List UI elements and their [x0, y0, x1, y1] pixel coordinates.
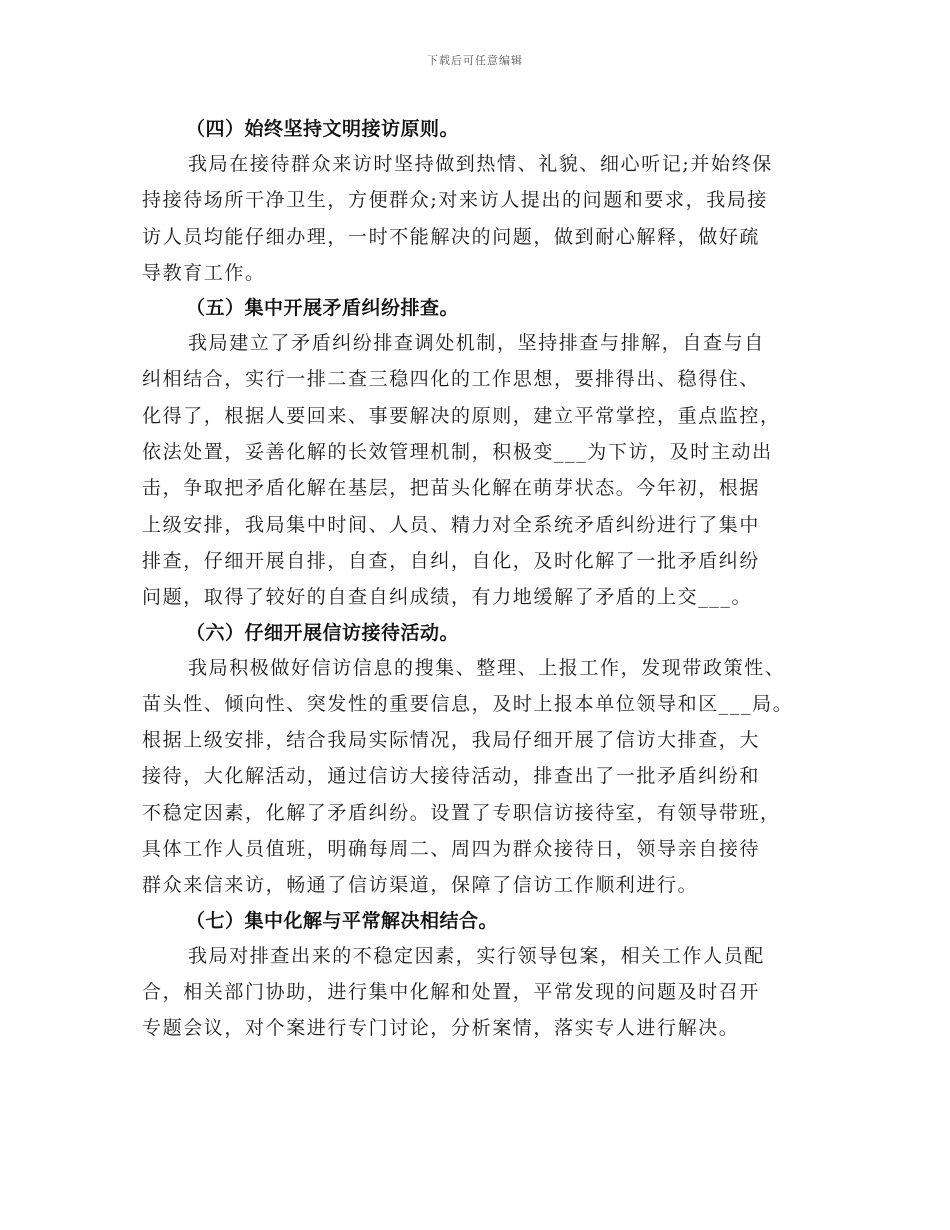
paragraph-line: 不稳定因素，化解了矛盾纠纷。设置了专职信访接待室，有领导带班， [142, 801, 781, 824]
paragraph-line: 专题会议，对个案进行专门讨论，分析案情，落实专人进行解决。 [142, 1017, 740, 1040]
paragraph-line: 问题，取得了较好的自查自纠成绩，有力地缓解了矛盾的上交___。 [142, 586, 753, 609]
paragraph-line: 导教育工作。 [142, 261, 266, 284]
paragraph-line: 根据上级安排，结合我局实际情况，我局仔细开展了信访大排查，大 [142, 729, 761, 752]
section-4 [142, 112, 832, 291]
paragraph-line: 具体工作人员值班，明确每周二、周四为群众接待日，领导亲自接待 [142, 838, 761, 861]
paragraph-line: 接待，大化解活动，通过信访大接待活动，排查出了一批矛盾纠纷和 [142, 765, 761, 788]
paragraph-line: 依法处置，妥善化解的长效管理机制，积极变___为下访，及时主动出 [142, 441, 773, 464]
paragraph-line: 持接待场所干净卫生，方便群众;对来访人提出的问题和要求，我局接 [142, 189, 769, 212]
paragraph-line: 苗头性、倾向性、突发性的重要信息，及时上报本单位领导和区___局。 [142, 692, 794, 715]
section-paragraph [142, 146, 832, 291]
section-7 [142, 904, 832, 1047]
page-header: 下载后可任意编辑 [427, 54, 523, 67]
paragraph-line: 排查，仔细开展自排，自查，自纠，自化，及时化解了一批矛盾纠纷 [142, 549, 761, 572]
paragraph-line: 群众来信来访，畅通了信访渠道，保障了信访工作顺利进行。 [142, 874, 699, 897]
paragraph-line: 我局对排查出来的不稳定因素，实行领导包案，相关工作人员配 [188, 944, 765, 967]
paragraph-line: 纠相结合，实行一排二查三稳四化的工作思想，要排得出、稳得住、 [142, 368, 761, 391]
section-heading: （五）集中开展矛盾纠纷排查。 [186, 297, 460, 320]
section-6 [142, 616, 832, 904]
section-paragraph [142, 650, 832, 904]
paragraph-line: 我局建立了矛盾纠纷排查调处机制，坚持排查与排解，自查与自 [188, 332, 765, 355]
section-paragraph [142, 325, 832, 615]
paragraph-line: 我局在接待群众来访时坚持做到热情、礼貌、细心听记;并始终保 [188, 153, 773, 175]
section-heading: （四）始终坚持文明接访原则。 [186, 118, 460, 140]
paragraph-line: 我局积极做好信访信息的搜集、整理、上报工作，发现带政策性、 [188, 656, 786, 679]
paragraph-line: 化得了，根据人要回来、事要解决的原则，建立平常掌控，重点监控， [142, 404, 781, 427]
section-heading: （七）集中化解与平常解决相结合。 [186, 909, 499, 932]
section-paragraph [142, 938, 832, 1047]
paragraph-line: 上级安排，我局集中时间、人员、精力对全系统矛盾纠纷进行了集中 [142, 513, 761, 536]
section-heading: （六）仔细开展信访接待活动。 [186, 621, 460, 644]
document-body [142, 112, 832, 1047]
paragraph-line: 合，相关部门协助，进行集中化解和处置，平常发现的问题及时召开 [142, 980, 761, 1003]
paragraph-line: 击，争取把矛盾化解在基层，把苗头化解在萌芽状态。今年初，根据 [142, 477, 761, 500]
paragraph-line: 访人员均能仔细办理，一时不能解决的问题，做到耐心解释，做好疏 [142, 225, 761, 248]
section-5 [142, 291, 832, 615]
